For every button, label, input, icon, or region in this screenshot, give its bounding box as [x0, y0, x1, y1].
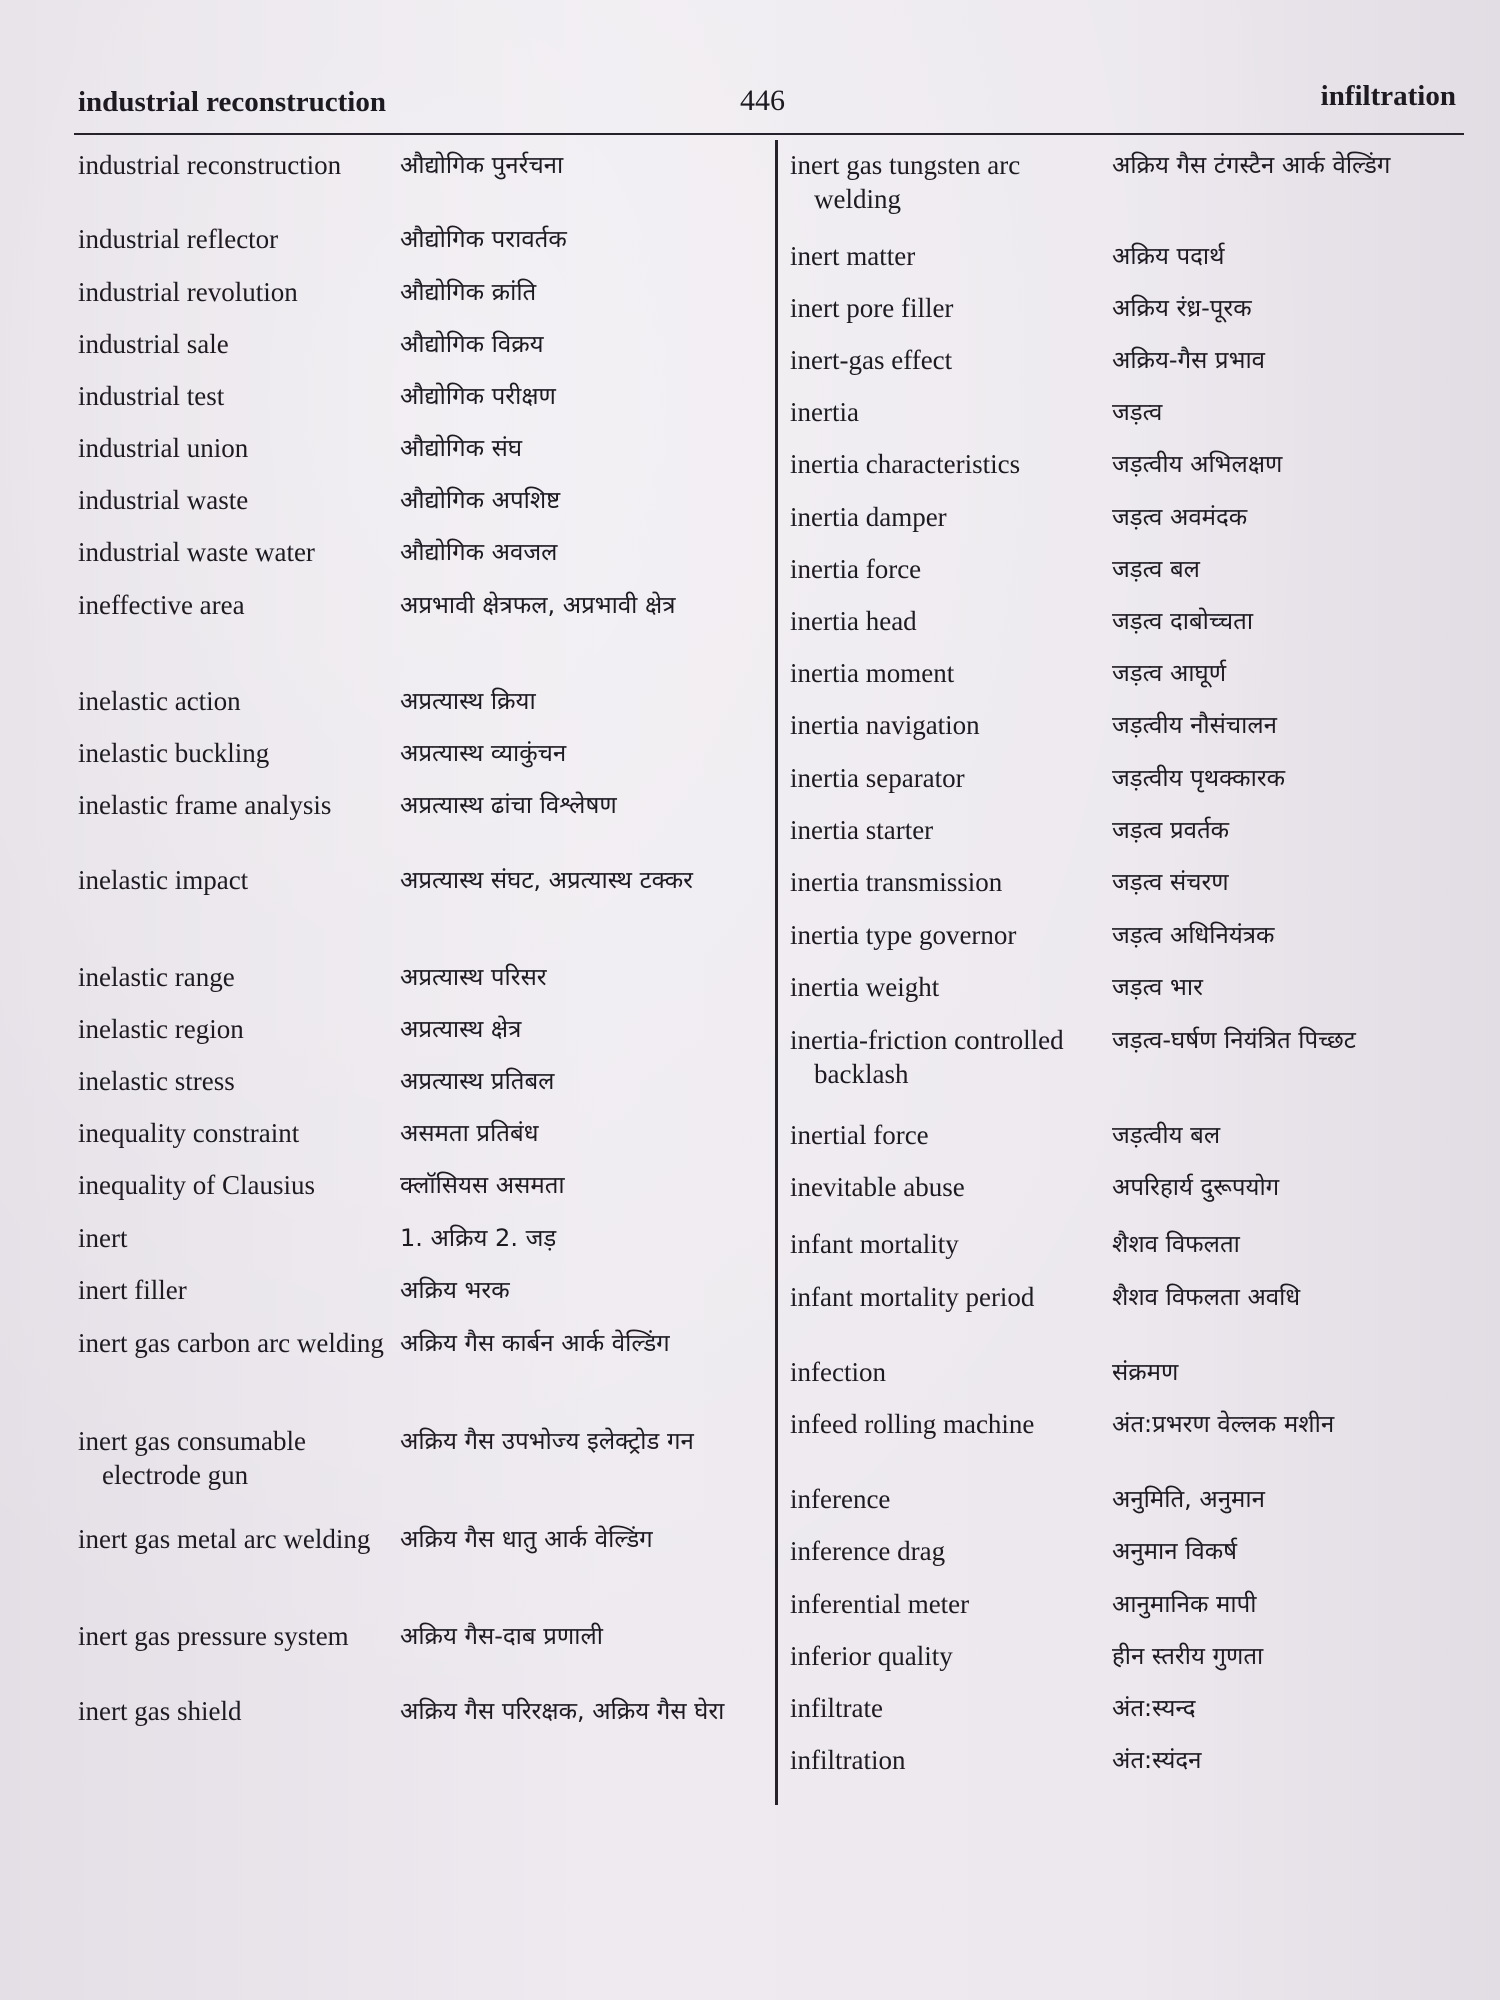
- term: industrial test: [78, 381, 225, 411]
- list-item: [78, 148, 768, 222]
- term: industrial revolution: [78, 277, 298, 307]
- list-item: [790, 813, 1470, 865]
- list-item: [78, 1012, 768, 1064]
- hindi-equivalent: अनुमिति, अनुमान: [1112, 1485, 1265, 1513]
- hindi-equivalent: जड़त्व आघूर्ण: [1112, 659, 1227, 687]
- list-item: [790, 604, 1470, 656]
- page-number: 446: [740, 84, 785, 117]
- hindi-equivalent: औद्योगिक पुनर्रचना: [400, 151, 564, 179]
- list-item: [790, 552, 1470, 604]
- right-column: [790, 148, 1470, 1795]
- hindi-equivalent: अप्रत्यास्थ प्रतिबल: [400, 1067, 555, 1095]
- hindi-equivalent: औद्योगिक संघ: [400, 434, 523, 462]
- hindi-equivalent: अप्रत्यास्थ ढांचा विश्लेषण: [400, 791, 617, 819]
- term: inelastic range: [78, 962, 235, 992]
- hindi-equivalent: औद्योगिक परीक्षण: [400, 382, 556, 410]
- hindi-equivalent: अनुमान विकर्ष: [1112, 1537, 1238, 1565]
- list-item: [78, 431, 768, 483]
- term: inertia weight: [790, 972, 940, 1002]
- list-item: [78, 736, 768, 788]
- term: inert gas pressure system: [78, 1621, 349, 1651]
- hindi-equivalent: अक्रिय-गैस प्रभाव: [1112, 346, 1266, 374]
- term: inevitable abuse: [790, 1172, 965, 1202]
- list-item: [78, 327, 768, 379]
- hindi-equivalent: जड़त्व संचरण: [1112, 868, 1229, 896]
- hindi-equivalent: अप्रत्यास्थ व्याकुंचन: [400, 739, 567, 767]
- term: inert: [78, 1223, 128, 1253]
- list-item: [78, 788, 768, 863]
- term: industrial sale: [78, 329, 229, 359]
- term: inertia head: [790, 606, 917, 636]
- list-item: [790, 761, 1470, 813]
- list-item: [790, 1691, 1470, 1743]
- hindi-equivalent: जड़त्वीय पृथक्कारक: [1112, 764, 1286, 792]
- hindi-equivalent: जड़त्व अधिनियंत्रक: [1112, 921, 1275, 949]
- term: industrial reconstruction: [78, 150, 342, 180]
- term: infeed rolling machine: [790, 1409, 1035, 1439]
- list-item: [790, 343, 1470, 395]
- list-item: [790, 1280, 1470, 1355]
- term: inertia transmission: [790, 867, 1003, 897]
- hindi-equivalent: जड़त्व प्रवर्तक: [1112, 816, 1230, 844]
- hindi-equivalent: क्लॉसियस असमता: [400, 1171, 565, 1199]
- term: infiltration: [790, 1745, 906, 1775]
- list-item: [78, 1064, 768, 1116]
- term: inequality of Clausius: [78, 1170, 315, 1200]
- term: inference drag: [790, 1536, 946, 1566]
- term: inertial force: [790, 1120, 929, 1150]
- term: inelastic frame analysis: [78, 790, 332, 820]
- term: inert pore filler: [790, 293, 954, 323]
- hindi-equivalent: जड़त्व: [1112, 398, 1163, 426]
- term: inferential meter: [790, 1589, 970, 1619]
- list-item: [78, 1522, 768, 1619]
- header-rule: [74, 133, 1464, 135]
- hindi-equivalent: अक्रिय गैस कार्बन आर्क वेल्डिंग: [400, 1329, 670, 1357]
- list-item: [790, 1227, 1470, 1280]
- hindi-equivalent: जड़त्व अवमंदक: [1112, 503, 1248, 531]
- list-item: [78, 483, 768, 535]
- column-divider: [775, 140, 778, 1805]
- term: inelastic stress: [78, 1066, 235, 1096]
- term: inert gas carbon arc welding: [78, 1328, 384, 1358]
- hindi-equivalent: जड़त्वीय अभिलक्षण: [1112, 450, 1283, 478]
- hindi-equivalent: अक्रिय पदार्थ: [1112, 242, 1225, 270]
- list-item: [78, 863, 768, 960]
- hindi-equivalent: आनुमानिक मापी: [1112, 1590, 1257, 1618]
- list-item: [78, 1619, 768, 1694]
- term: inertia navigation: [790, 710, 980, 740]
- list-item: [790, 1743, 1470, 1795]
- list-item: [790, 1355, 1470, 1407]
- hindi-equivalent: अप्रत्यास्थ क्रिया: [400, 687, 536, 715]
- list-item: [78, 222, 768, 275]
- hindi-equivalent: जड़त्व दाबोच्चता: [1112, 607, 1254, 635]
- hindi-equivalent: अक्रिय गैस उपभोज्य इलेक्ट्रोड गन: [400, 1427, 694, 1455]
- list-item: [78, 535, 768, 588]
- header-last-entry: infiltration: [1320, 80, 1456, 112]
- term: inert gas shield: [78, 1696, 242, 1726]
- hindi-equivalent: हीन स्तरीय गुणता: [1112, 1642, 1264, 1670]
- term: inert filler: [78, 1275, 187, 1305]
- list-item: [78, 1326, 768, 1424]
- hindi-equivalent: अक्रिय गैस टंगस्टैन आर्क वेल्डिंग: [1112, 151, 1391, 179]
- list-item: [790, 918, 1470, 970]
- term: inertia starter: [790, 815, 934, 845]
- term: industrial union: [78, 433, 249, 463]
- list-item: [78, 275, 768, 327]
- term: industrial reflector: [78, 224, 279, 254]
- hindi-equivalent: अप्रत्यास्थ संघट, अप्रत्यास्थ टक्कर: [400, 866, 694, 894]
- term: inert gas tungsten arc welding: [790, 150, 1021, 214]
- term: ineffective area: [78, 590, 245, 620]
- term: inertia moment: [790, 658, 955, 688]
- hindi-equivalent: औद्योगिक अवजल: [400, 538, 558, 566]
- list-item: [790, 1482, 1470, 1534]
- term: industrial waste water: [78, 537, 315, 567]
- hindi-equivalent: अक्रिय रंध्र-पूरक: [1112, 294, 1252, 322]
- hindi-equivalent: अप्रभावी क्षेत्रफल, अप्रभावी क्षेत्र: [400, 591, 676, 619]
- list-item: [790, 656, 1470, 708]
- hindi-equivalent: 1. अक्रिय 2. जड़: [400, 1224, 557, 1252]
- term: inertia-friction controlled backlash: [790, 1025, 1064, 1089]
- term: inertia characteristics: [790, 449, 1021, 479]
- hindi-equivalent: अंत:स्यन्द: [1112, 1694, 1196, 1722]
- term: industrial waste: [78, 485, 249, 515]
- list-item: [78, 960, 768, 1012]
- hindi-equivalent: जड़त्व भार: [1112, 973, 1203, 1001]
- term: inertia damper: [790, 502, 947, 532]
- hindi-equivalent: जड़त्व-घर्षण नियंत्रित पिच्छट: [1112, 1026, 1356, 1054]
- term: inert-gas effect: [790, 345, 953, 375]
- hindi-equivalent: अपरिहार्य दुरूपयोग: [1112, 1173, 1280, 1201]
- term: infant mortality period: [790, 1282, 1035, 1312]
- list-item: [790, 447, 1470, 500]
- hindi-equivalent: अक्रिय भरक: [400, 1276, 510, 1304]
- term: inertia: [790, 397, 859, 427]
- list-item: [78, 1116, 768, 1168]
- hindi-equivalent: औद्योगिक क्रांति: [400, 278, 537, 306]
- hindi-equivalent: अप्रत्यास्थ क्षेत्र: [400, 1015, 522, 1043]
- list-item: [790, 970, 1470, 1023]
- list-item: [790, 1639, 1470, 1691]
- hindi-equivalent: अक्रिय गैस धातु आर्क वेल्डिंग: [400, 1525, 653, 1553]
- list-item: [790, 1534, 1470, 1587]
- hindi-equivalent: अक्रिय गैस-दाब प्रणाली: [400, 1622, 603, 1650]
- term: inertia separator: [790, 763, 965, 793]
- list-item: [790, 239, 1470, 291]
- list-item: [78, 1694, 768, 1790]
- term: infection: [790, 1357, 886, 1387]
- hindi-equivalent: अक्रिय गैस परिरक्षक, अक्रिय गैस घेरा: [400, 1697, 725, 1725]
- hindi-equivalent: औद्योगिक परावर्तक: [400, 225, 567, 253]
- term: inelastic region: [78, 1014, 244, 1044]
- hindi-equivalent: औद्योगिक विक्रय: [400, 330, 544, 358]
- term: inelastic buckling: [78, 738, 270, 768]
- hindi-equivalent: असमता प्रतिबंध: [400, 1119, 539, 1147]
- list-item: [790, 1407, 1470, 1482]
- hindi-equivalent: जड़त्व बल: [1112, 555, 1200, 583]
- term: inequality constraint: [78, 1118, 300, 1148]
- list-item: [78, 1168, 768, 1221]
- hindi-equivalent: अंत:स्यंदन: [1112, 1746, 1202, 1774]
- term: inert gas consumable electrode gun: [78, 1426, 306, 1490]
- list-item: [790, 1587, 1470, 1639]
- list-item: [78, 1221, 768, 1273]
- hindi-equivalent: अंत:प्रभरण वेल्लक मशीन: [1112, 1410, 1335, 1438]
- list-item: [790, 1170, 1470, 1227]
- hindi-equivalent: जड़त्वीय नौसंचालन: [1112, 711, 1277, 739]
- term: inert matter: [790, 241, 916, 271]
- hindi-equivalent: अप्रत्यास्थ परिसर: [400, 963, 547, 991]
- list-item: [78, 1273, 768, 1326]
- list-item: [790, 1023, 1470, 1118]
- term: inelastic action: [78, 686, 241, 716]
- list-item: [790, 395, 1470, 447]
- term: inert gas metal arc welding: [78, 1524, 371, 1554]
- hindi-equivalent: जड़त्वीय बल: [1112, 1121, 1221, 1149]
- list-item: [790, 708, 1470, 761]
- term: inelastic impact: [78, 865, 249, 895]
- left-column: [78, 148, 768, 1790]
- term: infant mortality: [790, 1229, 959, 1259]
- page-header: [78, 80, 1456, 124]
- hindi-equivalent: शैशव विफलता अवधि: [1112, 1283, 1301, 1311]
- term: inferior quality: [790, 1641, 953, 1671]
- list-item: [78, 379, 768, 431]
- list-item: [790, 291, 1470, 343]
- header-first-entry: industrial reconstruction: [78, 86, 386, 118]
- term: infiltrate: [790, 1693, 883, 1723]
- hindi-equivalent: औद्योगिक अपशिष्ट: [400, 486, 561, 514]
- hindi-equivalent: शैशव विफलता: [1112, 1230, 1240, 1258]
- list-item: [790, 865, 1470, 918]
- list-item: [790, 500, 1470, 552]
- list-item: [78, 588, 768, 684]
- list-item: [790, 148, 1470, 239]
- hindi-equivalent: संक्रमण: [1112, 1358, 1179, 1386]
- list-item: [790, 1118, 1470, 1170]
- list-item: [78, 1424, 768, 1522]
- term: inertia type governor: [790, 920, 1017, 950]
- term: inertia force: [790, 554, 922, 584]
- list-item: [78, 684, 768, 736]
- term: inference: [790, 1484, 891, 1514]
